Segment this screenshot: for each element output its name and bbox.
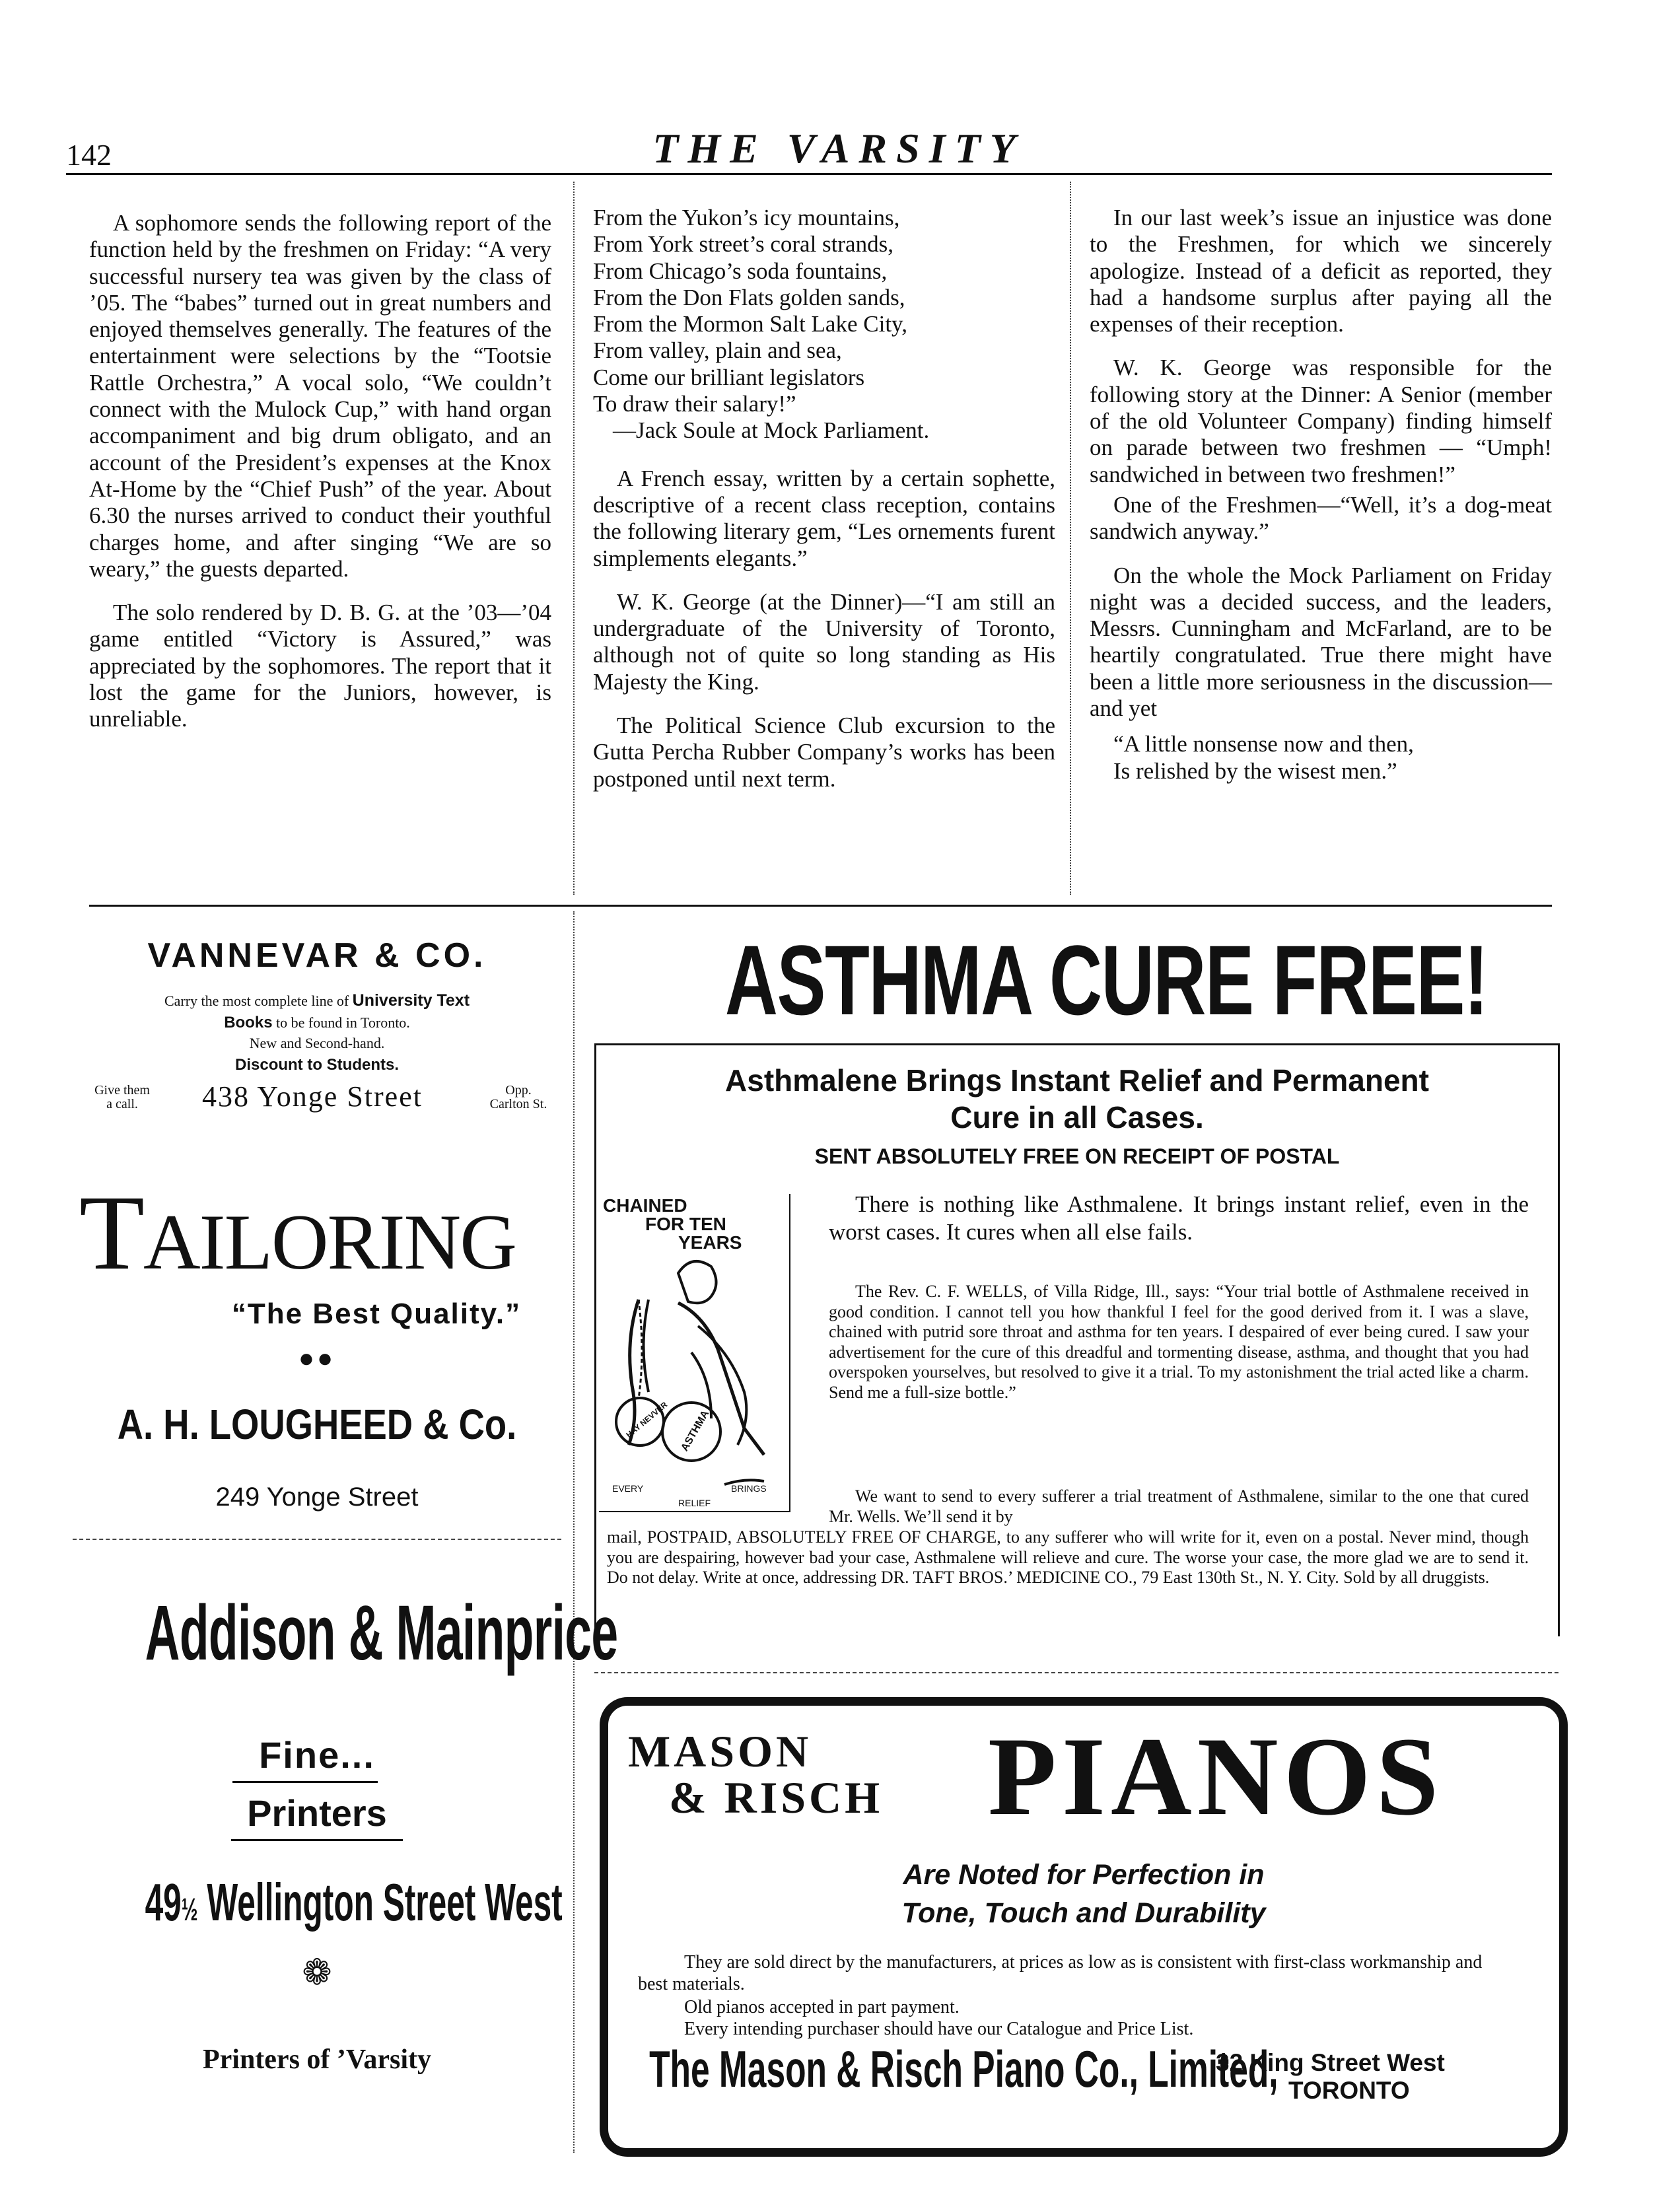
street-number: 49 bbox=[145, 1873, 182, 1932]
addison-printers-underline bbox=[231, 1839, 403, 1841]
poem-line: From the Don Flats golden sands, bbox=[593, 284, 905, 310]
poem-line: From valley, plain and sea, bbox=[593, 337, 842, 364]
poem-line: To draw their salary!” bbox=[593, 391, 796, 417]
asthma-subhead-1: Asthmalene Brings Instant Relief and Permanent bbox=[725, 1063, 1429, 1098]
piano-address-1: 32 King Street West bbox=[1216, 2049, 1445, 2076]
middle-column bbox=[593, 205, 1055, 810]
noted-line-1: Are Noted for Perfection in bbox=[903, 1859, 1265, 1891]
nevver-label: HAY NEVVER bbox=[624, 1399, 670, 1440]
george-dinner-paragraph: W. K. George (at the Dinner)—“I am still an undergraduate of the University of Toronto, although not of quite so long standing as His Majesty the King. bbox=[593, 588, 1055, 695]
asthma-offer-rest: mail, POSTPAID, ABSOLUTELY FREE OF CHARGE, to any sufferer who will write for it, even on a postal. Never mind, though you are despairing, however bad your case, Asthmalene will relieve and cure. The worse your case, the more glad we are to send it. Do not delay. Write at once, addressing DR. TAFT BROS.’ MEDICINE CO., 79 East 130th St., N. Y. City. Sold by all druggists. bbox=[607, 1527, 1529, 1588]
solo-paragraph: The solo rendered by D. B. G. at the ’03—’04 game entitled “Victory is Assured,” was appreciated by the sophomores. The report that it lost the game for the Juniors, however, is unreliable. bbox=[89, 600, 551, 732]
asthma-ad-box bbox=[594, 1043, 1560, 1636]
ornament-dots: ●● bbox=[298, 1344, 336, 1373]
asthma-testimonial: The Rev. C. F. WELLS, of Villa Ridge, Ill., says: “Your trial bottle of Asthmalene received in good condition. I cannot tell you how thankful I feel for the good derived from it. I was a slave, chained with putrid sore throat and asthma for ten years. I despaired of ever being cured. I saw your advertisement for the cure of this dreadful and tormenting disease, asthma, and thought that you had overspoken yourselves, but resolved to give it a trial. To my astonishment the trial acted like a charm. Send me a full-size bottle.” bbox=[829, 1282, 1529, 1402]
noted-line-2: Tone, Touch and Durability bbox=[901, 1897, 1266, 1929]
piano-body-1: They are sold direct by the manufacturers, at prices as low as is consistent with first-class workmanship and best materials. bbox=[638, 1952, 1483, 1994]
street-fraction: ½ bbox=[181, 1893, 198, 1928]
snowflake-ornament: ❁ bbox=[302, 1953, 332, 1992]
vannevar-address: 438 Yonge Street bbox=[202, 1080, 423, 1113]
piano-body-3: Every intending purchaser should have our Catalogue and Price List. bbox=[684, 2019, 1194, 2039]
chained-illustration bbox=[599, 1194, 790, 1512]
piano-address-2: TORONTO bbox=[1288, 2077, 1410, 2104]
asthma-subhead-2: Cure in all Cases. bbox=[950, 1100, 1204, 1134]
give-them-a-call bbox=[86, 1084, 158, 1111]
for-ten-label: FOR TEN bbox=[645, 1214, 726, 1234]
opp-carlton bbox=[469, 1084, 568, 1111]
tailoring-slogan: “The Best Quality.” bbox=[231, 1298, 522, 1330]
quote-line: “A little nonsense now and then, bbox=[1113, 731, 1414, 757]
french-essay-paragraph: A French essay, written by a certain sophette, descriptive of a recent class reception, contains the following literary gem, “Les ornements furent simplements elegants.” bbox=[593, 465, 1055, 571]
asthma-ball-label: ASTHMA bbox=[679, 1408, 712, 1453]
years-label: YEARS bbox=[678, 1232, 742, 1253]
asthma-offer-start: We want to send to every sufferer a trial treatment of Asthmalene, similar to the one that cured Mr. Wells. We’ll send it by bbox=[829, 1486, 1529, 1526]
column-divider-1 bbox=[573, 182, 575, 895]
vannevar-address-row bbox=[86, 1080, 575, 1119]
addison-fine-underline bbox=[232, 1781, 378, 1783]
vannevar-line-2-text: to be found in Toronto. bbox=[276, 1014, 410, 1031]
left-column bbox=[89, 210, 551, 750]
a-call-text: a call. bbox=[106, 1097, 138, 1111]
header-rule bbox=[66, 173, 1552, 175]
lougheed-company: A. H. LOUGHEED & Co. bbox=[117, 1401, 517, 1448]
vannevar-line-3: New and Second-hand. bbox=[249, 1035, 385, 1051]
carlton-text: Carlton St. bbox=[489, 1097, 547, 1111]
mock-parliament-paragraph: On the whole the Mock Parliament on Friday night was a decided success, and the leaders, Messrs. Cunningham and McFarland, are to be heartily congratulated. True there might have been a little more seriousness in the discussion—and yet bbox=[1090, 562, 1552, 722]
correction-paragraph: In our last week’s issue an injustice was done to the Freshmen, for which we sincerely apologize. Instead of a deficit as reported, they had a handsome surplus after paying all the expenses of their reception. bbox=[1090, 205, 1552, 337]
street-name: Wellington Street West bbox=[197, 1873, 563, 1932]
closing-quote bbox=[1090, 731, 1552, 785]
pianos-word: PIANOS bbox=[988, 1714, 1444, 1838]
tailoring-rest: AILORING bbox=[143, 1198, 516, 1286]
addison-printers: Printers bbox=[247, 1792, 387, 1834]
asthma-headline: ASTHMA CURE FREE! bbox=[724, 925, 1488, 1035]
poem-credit: —Jack Soule at Mock Parliament. bbox=[613, 417, 930, 444]
mason-risch-ad-box bbox=[600, 1697, 1568, 2157]
chained-label: CHAINED bbox=[603, 1195, 687, 1216]
poem-line: From Chicago’s soda fountains, bbox=[593, 258, 888, 284]
relief-label: RELIEF bbox=[678, 1498, 711, 1508]
poem-line: Come our brilliant legislators bbox=[593, 364, 865, 390]
piano-body-2: Old pianos accepted in part payment. bbox=[684, 1997, 960, 2017]
column-divider-2 bbox=[1070, 182, 1071, 895]
vannevar-line-2-bold: Books bbox=[224, 1014, 273, 1031]
vannevar-line-1-bold: University Text bbox=[352, 991, 470, 1010]
tailoring-rule bbox=[73, 1539, 561, 1540]
poem bbox=[593, 205, 1055, 444]
asthma-sent-free: SENT ABSOLUTELY FREE ON RECEIPT OF POSTAL bbox=[814, 1144, 1340, 1168]
lougheed-address: 249 Yonge Street bbox=[215, 1483, 419, 1512]
tailoring-title bbox=[79, 1172, 516, 1295]
asthma-intro: There is nothing like Asthmalene. It brings instant relief, even in the worst cases. It cures when all else fails. bbox=[829, 1191, 1529, 1245]
right-column bbox=[1090, 205, 1552, 785]
vannevar-title: VANNEVAR & CO. bbox=[147, 936, 487, 975]
asthma-box-bottom-rule bbox=[594, 1672, 1558, 1673]
poem-line: From the Yukon’s icy mountains, bbox=[593, 205, 900, 230]
quote-line: Is relished by the wisest men.” bbox=[1113, 757, 1397, 784]
piano-company: The Mason & Risch Piano Co., Limited, bbox=[649, 2040, 1278, 2098]
addison-title: Addison & Mainprice bbox=[145, 1589, 618, 1677]
risch-word: & RISCH bbox=[669, 1772, 884, 1823]
section-rule bbox=[89, 905, 1552, 907]
opp-text: Opp. bbox=[505, 1083, 532, 1098]
george-story-paragraph: W. K. George was responsible for the following story at the Dinner: A Senior (member of the old Volunteer Company) finding himself on parade between two freshmen — “Umph! sandwiched in between two freshmen!” bbox=[1090, 355, 1552, 487]
freshman-reply-paragraph: One of the Freshmen—“Well, it’s a dog-meat sandwich anyway.” bbox=[1090, 491, 1552, 545]
poem-line: From the Mormon Salt Lake City, bbox=[593, 311, 908, 337]
vannevar-line-2 bbox=[66, 1014, 568, 1032]
vannevar-line-1-text: Carry the most complete line of bbox=[164, 993, 349, 1009]
poem-line: From York street’s coral strands, bbox=[593, 231, 893, 258]
addison-footer: Printers of ’Varsity bbox=[202, 2044, 432, 2075]
addison-fine: Fine... bbox=[259, 1734, 375, 1776]
every-label: EVERY bbox=[612, 1483, 644, 1494]
political-science-paragraph: The Political Science Club excursion to the Gutta Percha Rubber Company’s works has been postponed until next term. bbox=[593, 713, 1055, 792]
tailoring-initial: T bbox=[79, 1174, 143, 1292]
vannevar-line-1 bbox=[66, 991, 568, 1010]
mason-word: MASON bbox=[628, 1726, 812, 1776]
masthead: THE VARSITY bbox=[652, 125, 1025, 172]
freshmen-tea-paragraph: A sophomore sends the following report of the function held by the freshmen on Friday: “A very successful nursery tea was given by the class of ’05. The “babes” turned out in great numbers and enjoyed themselves generally. The features of the entertainment were selections by the “Tootsie Rattle Orchestra,” A vocal solo, “We couldn’t connect with the Mulock Cup,” with hand organ accompaniment and big drum obligato, and an account of the President’s expenses at the Knox At-Home by the “Chief Push” of the year. About 6.30 the nurses arrived to conduct their youthful charges home, and after singing “We are so weary,” the guests departed. bbox=[89, 210, 551, 582]
brings-label: BRINGS bbox=[731, 1483, 767, 1494]
addison-address bbox=[145, 1872, 563, 1933]
page-number: 142 bbox=[66, 138, 112, 172]
give-them-text: Give them bbox=[94, 1083, 150, 1098]
vannevar-line-4: Discount to Students. bbox=[235, 1056, 399, 1074]
